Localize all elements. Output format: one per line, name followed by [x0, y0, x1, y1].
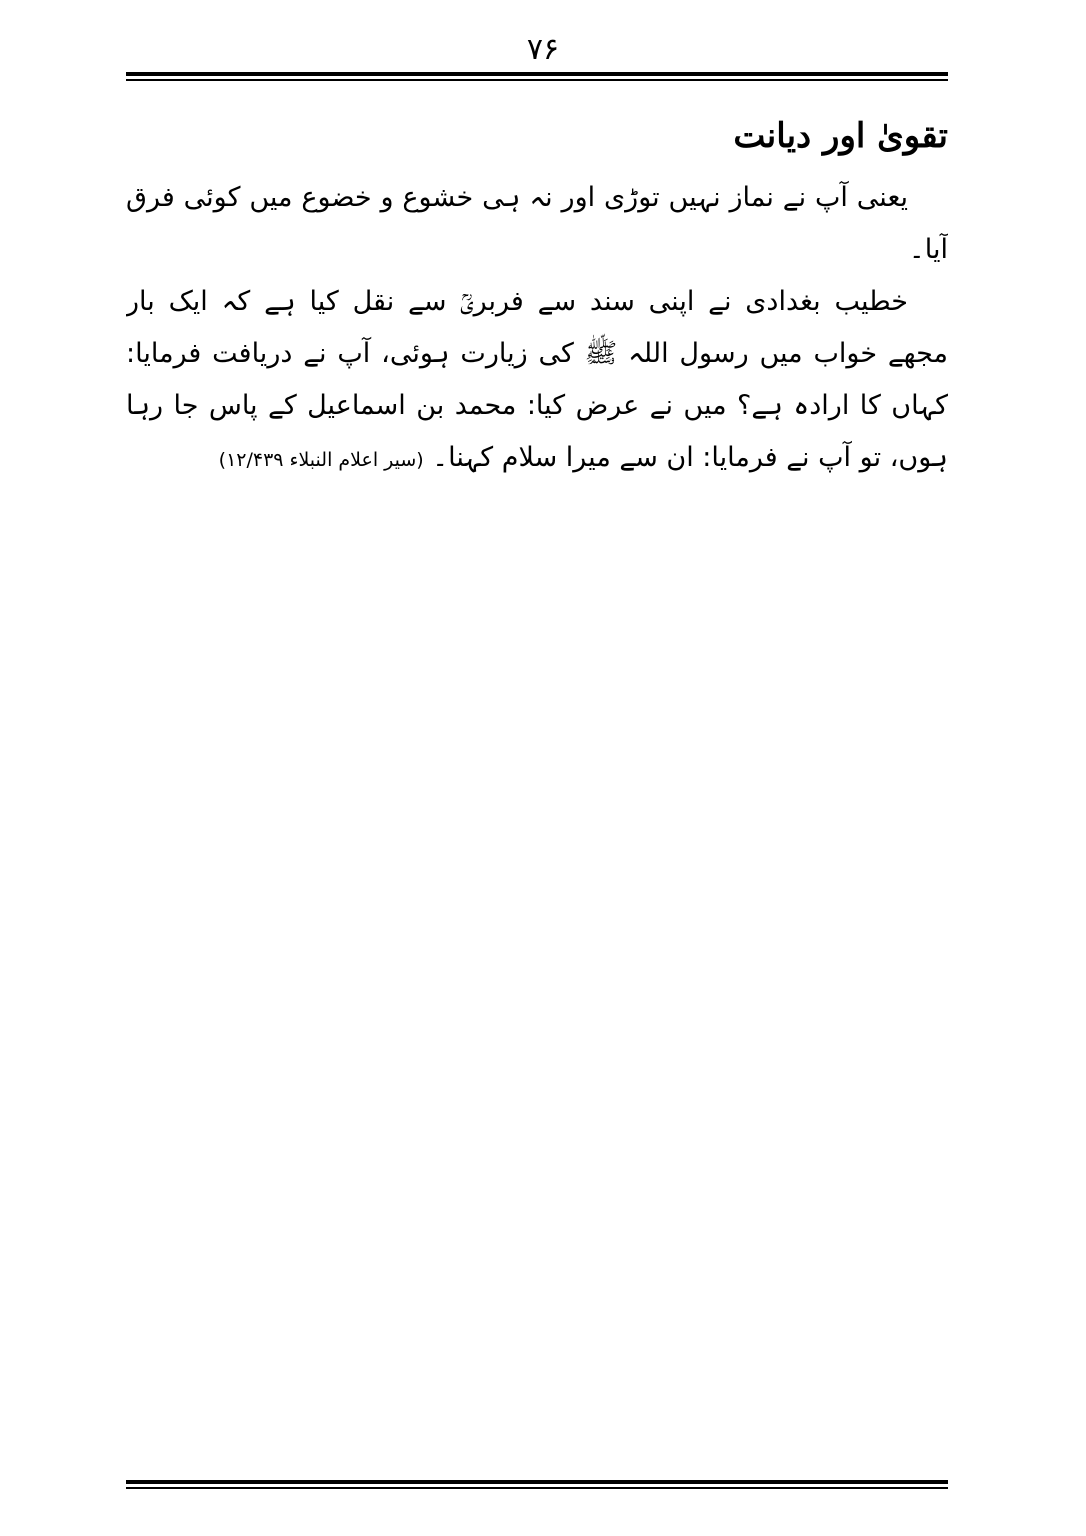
paragraph-dream-text: خطیب بغدادی نے اپنی سند سے فربریؒ سے نقل کیا ہے کہ ایک بار مجھے خواب میں رسول اللہ ﷺ کی زیارت ہوئی، آپ نے دریافت فرمایا: کہاں کا ارادہ ہے؟ میں نے عرض کیا: محمد بن اسماعیل کے پاس جا رہا ہوں، تو آپ نے فرمایا: ان سے میرا سلام کہنا۔ — [126, 286, 948, 473]
paragraph-prayer-unbroken: یعنی آپ نے نماز نہیں توڑی اور نہ ہی خشوع و خضوع میں کوئی فرق آیا۔ — [126, 182, 948, 265]
paragraph-dream-narration — [126, 276, 948, 486]
bottom-double-rule — [126, 1480, 948, 1489]
citation: (سیر اعلام النبلاء ۱۲/۴۳۹) — [218, 449, 424, 471]
page-number: ۷۶ — [526, 32, 560, 67]
page-content — [126, 106, 948, 1474]
section-heading: تقویٰ اور دیانت — [733, 116, 948, 156]
top-double-rule — [126, 72, 948, 81]
